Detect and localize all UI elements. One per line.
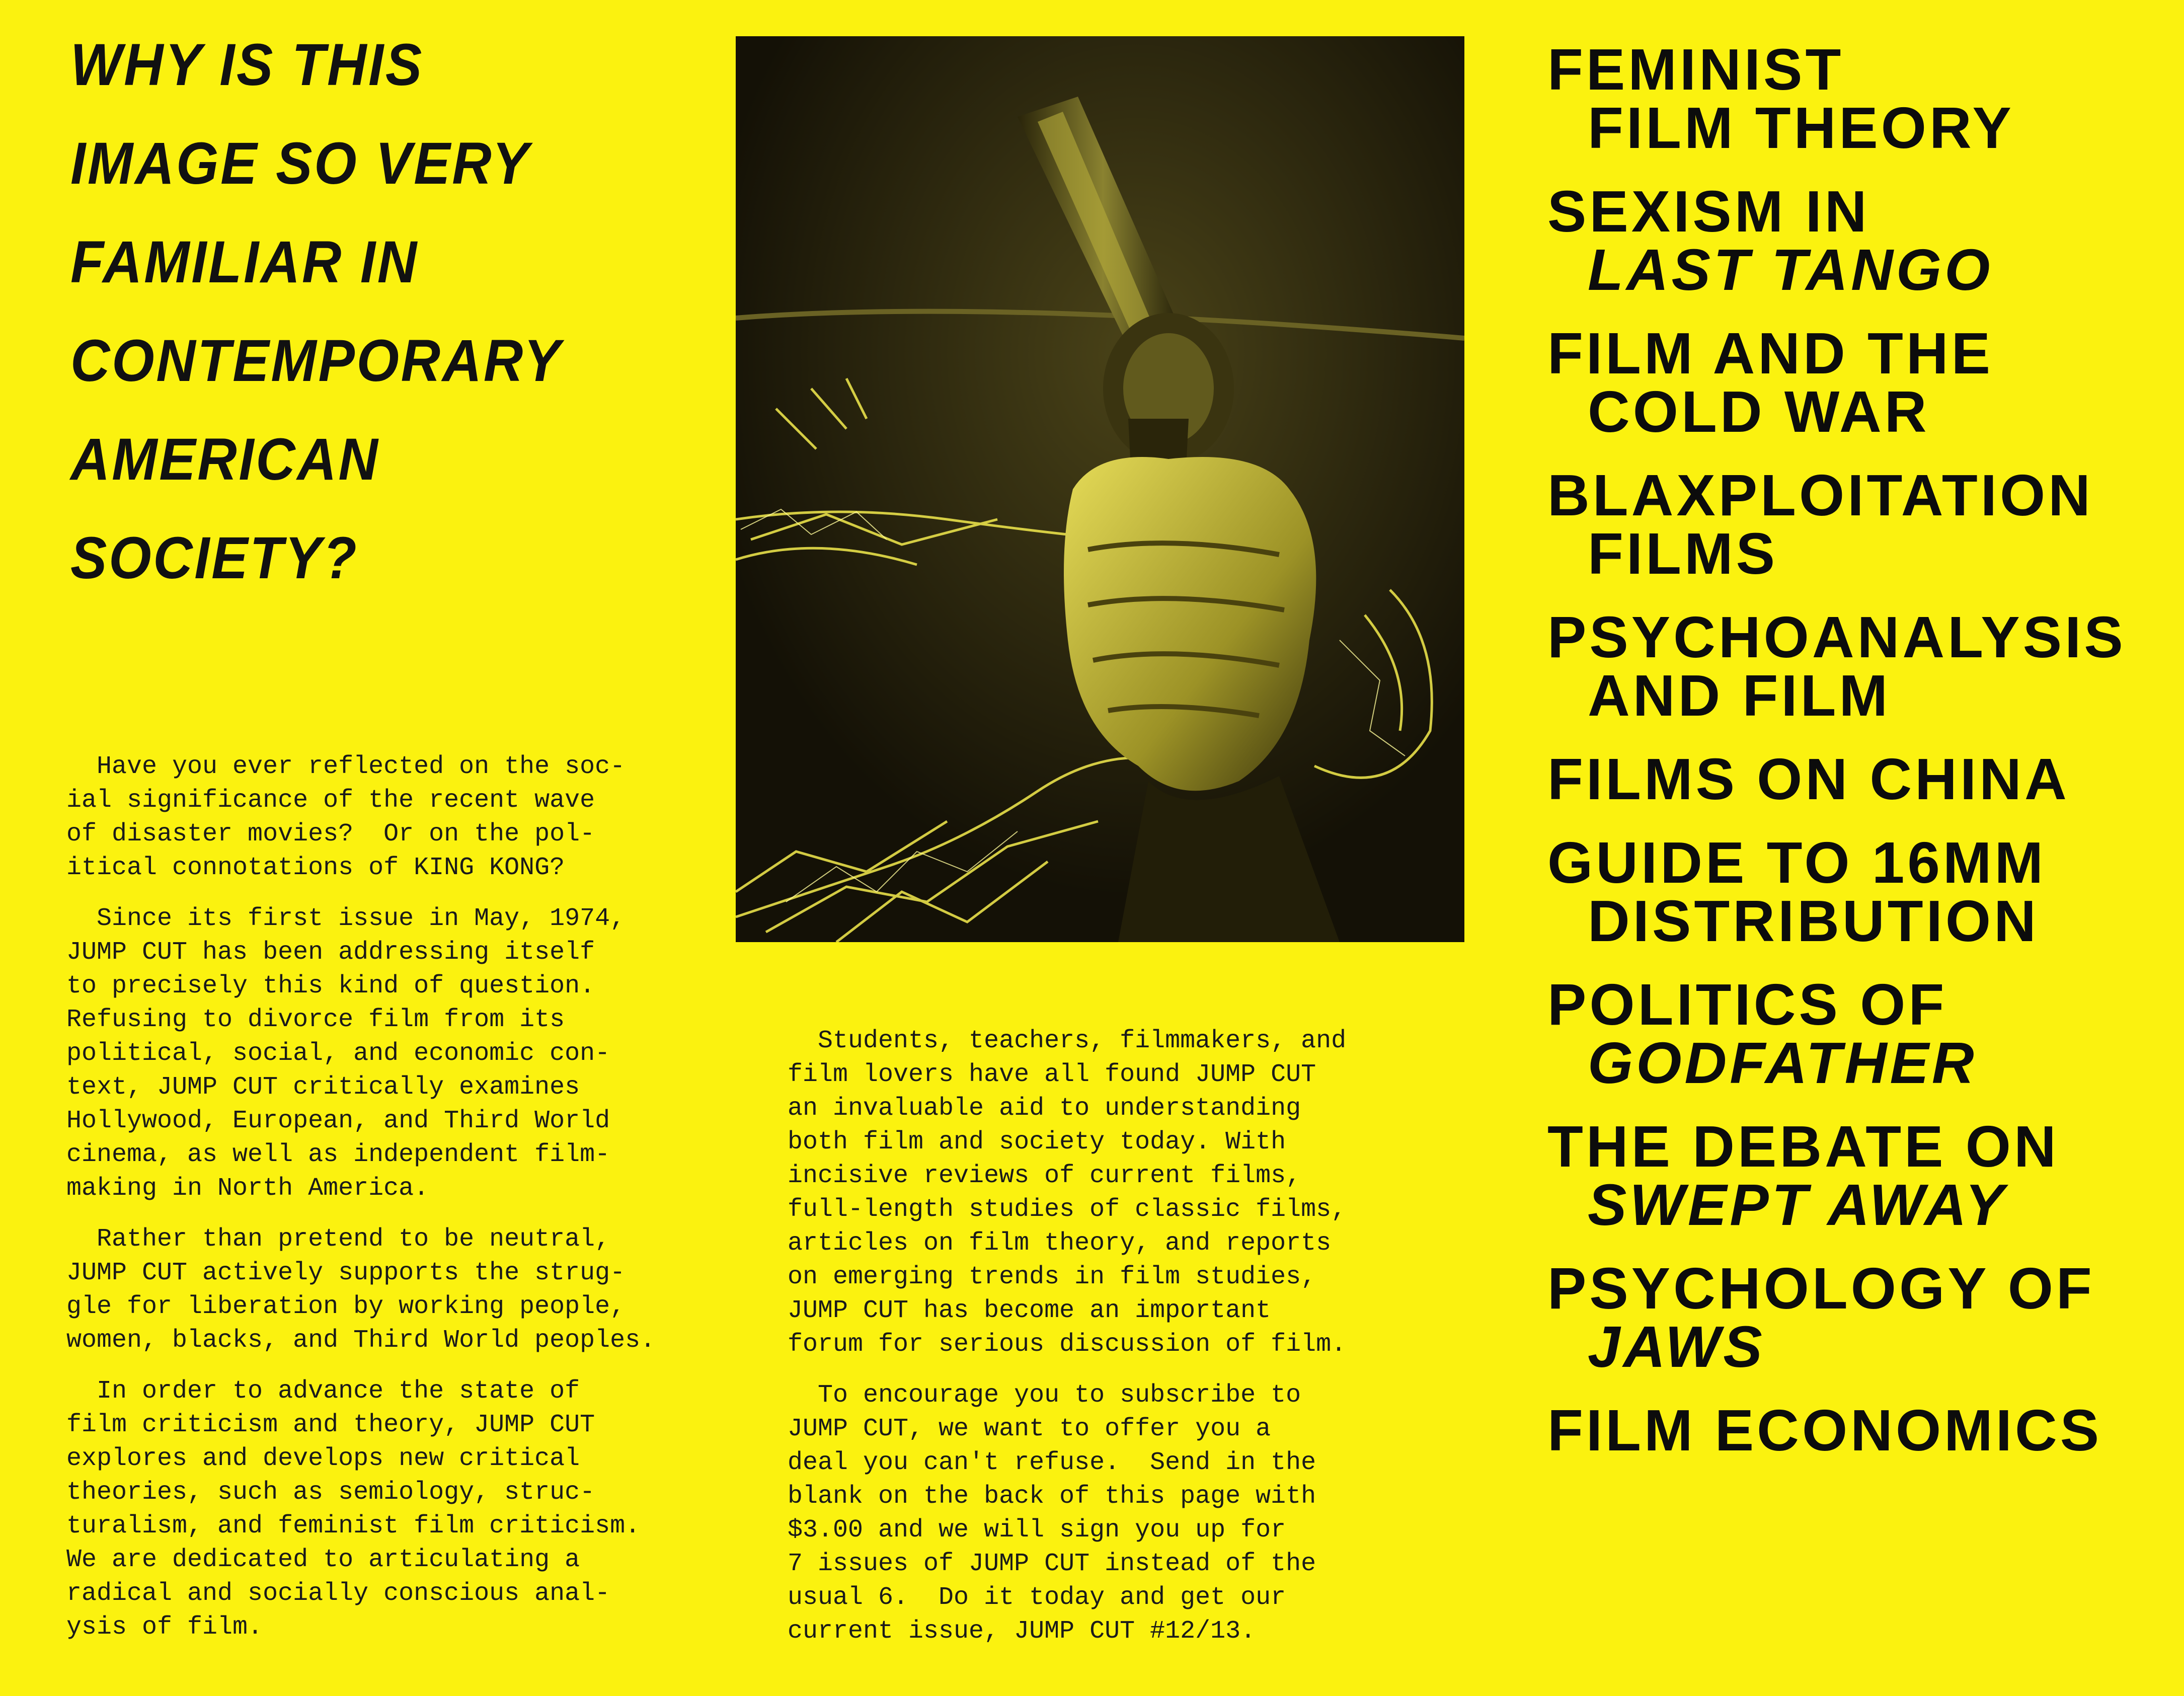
topic-line-1: BLAXPLOITATION [1547, 462, 2093, 528]
topic-line-1: FILM ECONOMICS [1547, 1398, 2102, 1463]
topic-line-2: FILM THEORY [1588, 95, 2014, 161]
topic-line-1: PSYCHOLOGY OF [1547, 1256, 2095, 1321]
photo-illustration [736, 36, 1464, 942]
topic-line-1: PSYCHOANALYSIS [1547, 604, 2126, 670]
topic-item [1547, 37, 2171, 161]
topic-line-2: GODFATHER [1588, 1030, 1977, 1096]
topic-line-2: AND FILM [1588, 663, 1891, 728]
headline-line: AMERICAN [70, 426, 380, 493]
paragraph: Students, teachers, filmmakers, and film lovers have all found JUMP CUT an invaluable aid to understanding both film and society today. With incisive reviews of current films, full-length studies of classic films, articles on film theory, and reports on emerging trends in film studies, JUMP CUT has become an important forum for serious discussion of film. [788, 1027, 1347, 1359]
topic-item [1547, 746, 2171, 812]
topic-item [1547, 1114, 2171, 1238]
left-column-text [66, 750, 711, 1661]
topic-item [1547, 972, 2171, 1096]
paragraph: Since its first issue in May, 1974, JUMP CUT has been addressing itself to precisely this kind of question. Refusing to divorce film from its political, social, and economic con- text, JUMP CUT critically examines Hollywood, European, and Third World cinema, as well as independent film- making in North America. [66, 904, 626, 1203]
topic-line-2: DISTRIBUTION [1588, 888, 2039, 954]
topic-line-1: FILMS ON CHINA [1547, 746, 2070, 812]
topic-line-1: GUIDE TO 16MM [1547, 830, 2047, 895]
topic-item [1547, 179, 2171, 302]
headline-line: FAMILIAR IN [70, 229, 419, 295]
paragraph: Have you ever reflected on the soc- ial significance of the recent wave of disaster movies? Or on the pol- itical connotations of KING KONG? [66, 752, 626, 882]
topic-line-2: SWEPT AWAY [1588, 1172, 2007, 1238]
topic-line-1: FEMINIST [1547, 37, 1844, 102]
topic-line-2: COLD WAR [1588, 379, 1930, 444]
headline-line: WHY IS THIS [70, 32, 424, 98]
middle-column-text [788, 1024, 1427, 1665]
topic-item [1547, 1398, 2171, 1463]
topic-item [1547, 604, 2171, 728]
topic-line-1: FILM AND THE [1547, 321, 1994, 386]
topic-line-2: JAWS [1588, 1314, 1765, 1379]
paragraph: Rather than pretend to be neutral, JUMP CUT actively supports the strug- gle for liberation by working people, women, blacks, and Third World peoples. [66, 1225, 656, 1355]
topic-item [1547, 1256, 2171, 1379]
headline-line: IMAGE SO VERY [70, 130, 531, 197]
topic-line-1: POLITICS OF [1547, 972, 1947, 1037]
paragraph: To encourage you to subscribe to JUMP CUT, we want to offer you a deal you can't refuse. Send in the blank on the back of this page with $3.00 and we will sign you up for 7 issues of JUMP CUT instead of the usual 6. Do it today and get our current issue, JUMP CUT #12/13. [788, 1381, 1316, 1646]
topic-item [1547, 462, 2171, 586]
gun-through-glass-photo [736, 36, 1464, 942]
topic-line-1: SEXISM IN [1547, 179, 1870, 244]
topic-item [1547, 830, 2171, 954]
topic-list [1547, 37, 2171, 1485]
headline [70, 32, 649, 627]
topic-line-1: THE DEBATE ON [1547, 1114, 2059, 1179]
topic-item [1547, 321, 2171, 444]
headline-line: SOCIETY? [70, 525, 359, 591]
paragraph: In order to advance the state of film criticism and theory, JUMP CUT explores and develops new critical theories, such as semiology, struc- turalism, and feminist film criticism. We are dedicated to articulating a radical and socially conscious anal- ysis of film. [66, 1377, 641, 1642]
topic-line-2: LAST TANGO [1588, 237, 1993, 302]
topic-line-2: FILMS [1588, 521, 1778, 586]
headline-line: CONTEMPORARY [70, 328, 563, 394]
